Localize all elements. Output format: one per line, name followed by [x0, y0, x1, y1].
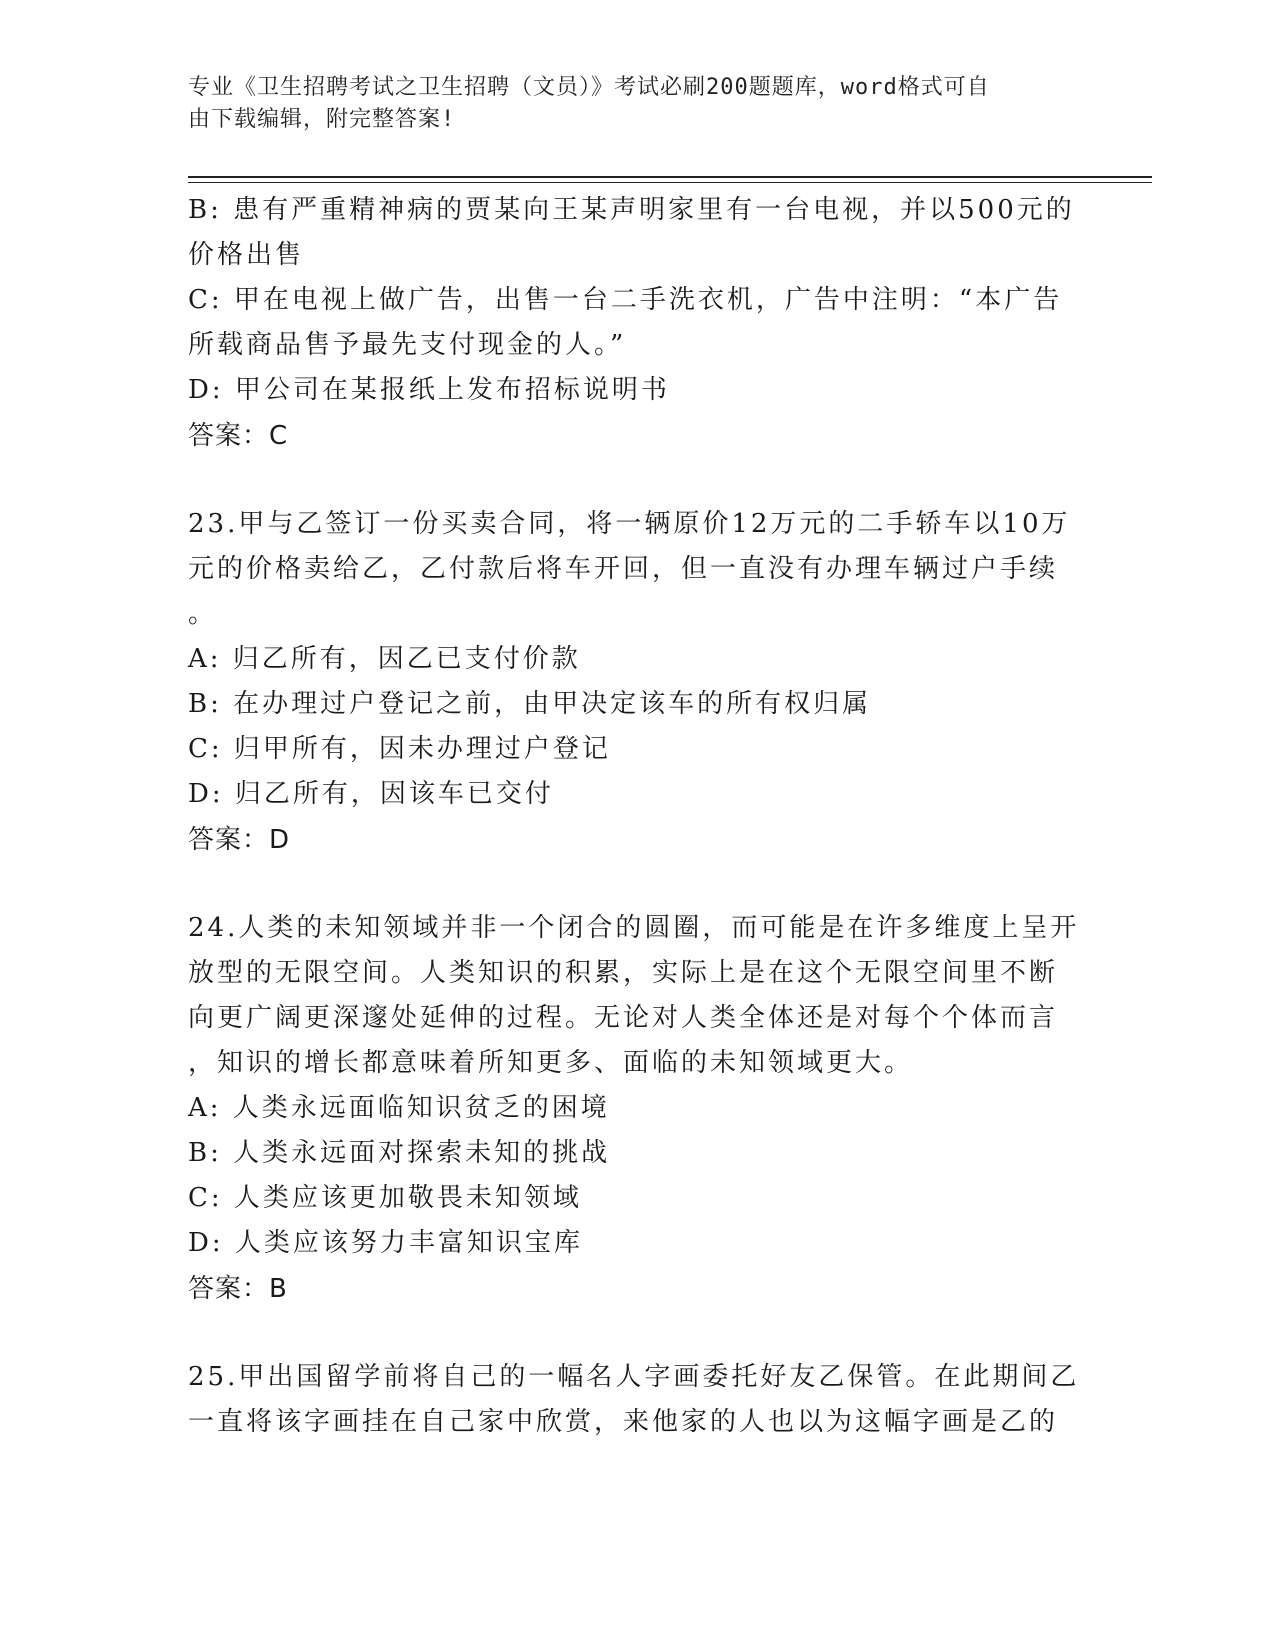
header-divider-thick	[188, 176, 1152, 178]
q23-option-a: A: 归乙所有，因乙已支付价款	[188, 644, 581, 674]
header-title-line-1: 专业《卫生招聘考试之卫生招聘（文员）》考试必刷200题题库，word格式可自	[188, 75, 990, 100]
q23-option-d: D: 归乙所有，因该车已交付	[188, 779, 554, 809]
q23-stem-line-1: 23.甲与乙签订一份买卖合同，将一辆原价12万元的二手轿车以10万	[188, 509, 1071, 539]
q22-answer-value: C	[269, 421, 289, 451]
q24-option-a: A: 人类永远面临知识贫乏的困境	[188, 1093, 610, 1123]
q24-stem-line-1: 24.人类的未知领域并非一个闭合的圆圈，而可能是在许多维度上呈开	[188, 913, 1080, 943]
q24-stem-line-4: ，知识的增长都意味着所知更多、面临的未知领域更大。	[188, 1048, 914, 1078]
spacer	[188, 459, 1088, 502]
spacer	[188, 863, 1088, 906]
q24-option-b: B: 人类永远面对探索未知的挑战	[188, 1138, 611, 1168]
q22-option-b-line-2: 价格出售	[188, 240, 305, 270]
q22-option-c-line-1: C: 甲在电视上做广告，出售一台二手洗衣机，广告中注明：“本广告	[188, 285, 1063, 315]
question-23	[188, 502, 1088, 863]
q24-stem-line-3: 向更广阔更深邃处延伸的过程。无论对人类全体还是对每个个体而言	[188, 1003, 1059, 1033]
q24-answer-label: 答案：	[188, 1274, 270, 1304]
q23-answer	[188, 817, 1088, 863]
q24-option-d: D: 人类应该努力丰富知识宝库	[188, 1228, 583, 1258]
q22-option-b-line-1: B: 患有严重精神病的贾某向王某声明家里有一台电视，并以500元的	[188, 195, 1075, 225]
q25-stem-line-2: 一直将该字画挂在自己家中欣赏，来他家的人也以为这幅字画是乙的	[188, 1407, 1059, 1437]
q22-answer-label: 答案：	[188, 421, 270, 451]
page-header	[188, 72, 1068, 136]
q24-answer	[188, 1266, 1088, 1312]
q24-option-c: C: 人类应该更加敬畏未知领域	[188, 1183, 582, 1213]
spacer	[188, 1312, 1088, 1355]
question-22-tail	[188, 188, 1088, 459]
q23-answer-label: 答案：	[188, 825, 270, 855]
question-25	[188, 1355, 1088, 1445]
q22-option-c-line-2: 所载商品售予最先支付现金的人。”	[188, 330, 627, 360]
q23-option-c: C: 归甲所有，因未办理过户登记	[188, 734, 611, 764]
header-title-line-2: 由下载编辑，附完整答案!	[188, 107, 456, 132]
q24-answer-value: B	[269, 1274, 288, 1304]
q24-stem-line-2: 放型的无限空间。人类知识的积累，实际上是在这个无限空间里不断	[188, 958, 1059, 988]
q23-stem-line-2: 元的价格卖给乙，乙付款后将车开回，但一直没有办理车辆过户手续	[188, 554, 1059, 584]
q22-option-d: D: 甲公司在某报纸上发布招标说明书	[188, 375, 670, 405]
q23-option-b: B: 在办理过户登记之前，由甲决定该车的所有权归属	[188, 689, 872, 719]
header-divider-thin	[188, 182, 1152, 183]
q23-answer-value: D	[269, 825, 291, 855]
question-24	[188, 906, 1088, 1312]
q22-answer	[188, 413, 1088, 459]
q23-stem-line-3: 。	[188, 599, 218, 629]
q25-stem-line-1: 25.甲出国留学前将自己的一幅名人字画委托好友乙保管。在此期间乙	[188, 1362, 1080, 1392]
question-content	[188, 188, 1088, 1445]
